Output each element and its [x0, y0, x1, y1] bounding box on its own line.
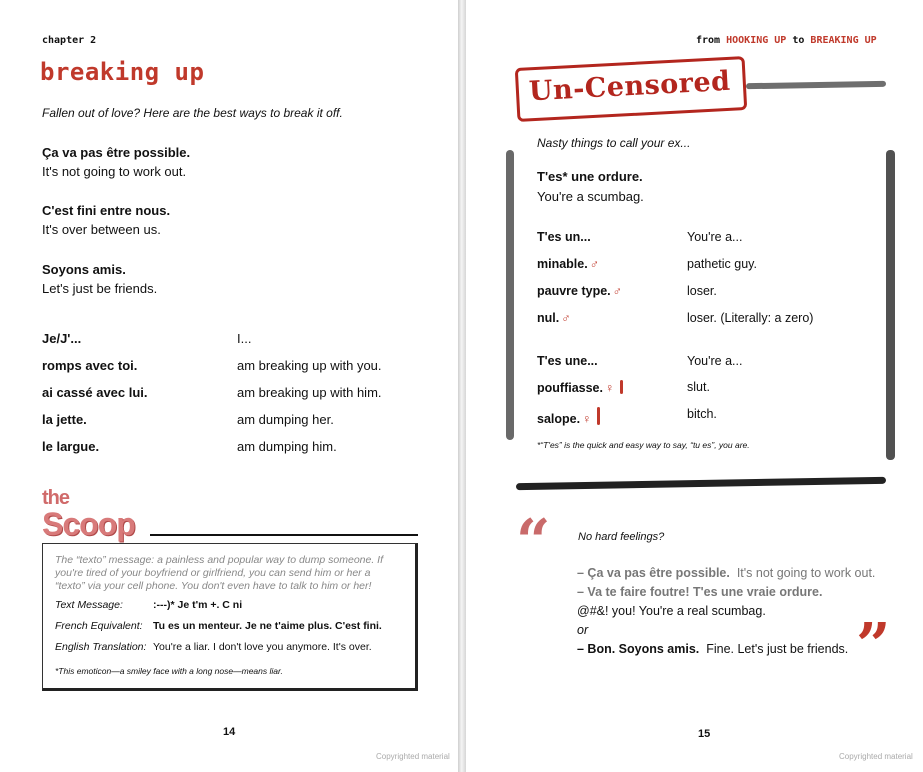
chapter-title: breaking up — [40, 58, 205, 86]
insult-french: T'es un... — [537, 230, 591, 244]
insult-row — [537, 407, 877, 427]
uncensored-stamp — [515, 56, 748, 122]
page-number: 14 — [223, 726, 236, 738]
open-quote-icon: “ — [516, 507, 551, 577]
phrase-english: You're a scumbag. — [537, 189, 644, 204]
dialogue-french: – Va te faire foutre! T'es une vraie ordure. — [577, 585, 823, 599]
scoop-intro: The “texto” message: a painless and popular way to dump someone. If you're tired of your boyfriend or girlfriend, you can send him or her a “texto” via your cell phone. You don't even have to talk to him or her! — [55, 554, 384, 592]
insult-english: slut. — [687, 380, 710, 394]
conjugation-row — [42, 358, 442, 376]
running-head-prefix: from — [696, 35, 727, 46]
uncensored-title: Un-Censored — [528, 65, 732, 108]
scoop-row-label: English Translation: — [55, 641, 147, 653]
conjugation-row — [42, 412, 442, 430]
dialogue-line — [577, 642, 848, 656]
male-symbol-icon: ♂ — [561, 311, 571, 325]
dialogue-line: or — [577, 623, 589, 637]
insult-english: loser. (Literally: a zero) — [687, 311, 814, 325]
dialogue-line — [577, 566, 875, 580]
phrase-block — [537, 167, 644, 207]
scoop-logo-word: Scoop — [42, 506, 135, 542]
scoop-row-value: :---)* Je t'm +. C ni — [153, 599, 243, 611]
insult-french: pouffiasse. — [537, 381, 603, 395]
running-head-mid: to — [786, 35, 811, 46]
phrase-french: T'es* une ordure. — [537, 169, 643, 184]
insult-english: You're a... — [687, 230, 743, 244]
insult-english: pathetic guy. — [687, 257, 757, 271]
insult-row — [537, 284, 877, 304]
conjugation-french: Je/J'... — [42, 331, 82, 346]
intro-text: Fallen out of love? Here are the best ways to break it off. — [42, 106, 343, 120]
insult-english: bitch. — [687, 407, 717, 421]
insult-french: pauvre type. — [537, 284, 611, 298]
brush-stroke — [746, 81, 886, 89]
conjugation-row — [42, 439, 442, 457]
female-symbol-icon: ♀ — [605, 381, 615, 395]
scoop-box — [42, 543, 418, 691]
insult-row — [537, 230, 877, 250]
uncensored-footnote: *“T'es” is the quick and easy way to say, “tu es”, you are. — [537, 440, 750, 450]
conjugation-french: la jette. — [42, 412, 87, 427]
running-head-part2: BREAKING UP — [810, 35, 877, 46]
scoop-row-label: French Equivalent: — [55, 620, 143, 632]
insult-english: loser. — [687, 284, 717, 298]
scoop-row — [55, 641, 403, 660]
brush-stroke — [886, 150, 895, 460]
scoop-logo — [42, 488, 135, 540]
running-head — [696, 35, 877, 46]
conjugation-french: ai cassé avec lui. — [42, 385, 148, 400]
insult-row — [537, 257, 877, 277]
female-symbol-icon: ♀ — [582, 412, 592, 426]
running-head-part1: HOOKING UP — [726, 35, 787, 46]
phrase-block — [42, 201, 170, 239]
male-symbol-icon: ♂ — [589, 257, 600, 271]
copyright-notice: Copyrighted material — [376, 752, 450, 761]
dialogue-line — [577, 585, 822, 599]
scoop-row-value: Tu es un menteur. Je ne t'aime plus. C'est fini. — [153, 620, 382, 632]
book-gutter — [458, 0, 466, 772]
phrase-french: Ça va pas être possible. — [42, 145, 191, 160]
insult-row — [537, 354, 877, 374]
uncensored-intro: Nasty things to call your ex... — [537, 136, 691, 150]
right-page — [466, 0, 923, 772]
scoop-row — [55, 620, 403, 639]
conjugation-english: I... — [237, 331, 252, 346]
insult-french: salope. — [537, 412, 581, 426]
copyright-notice: Copyrighted material — [839, 752, 913, 761]
chapter-label: chapter 2 — [42, 35, 97, 46]
quote-heading: No hard feelings? — [578, 531, 665, 543]
insult-french: T'es une... — [537, 354, 598, 368]
insult-row — [537, 311, 877, 331]
dialogue-english: It's not going to work out. — [736, 566, 876, 580]
insult-french: nul. — [537, 311, 560, 325]
conjugation-row — [42, 385, 442, 403]
dialogue-english: Fine. Let's just be friends. — [706, 642, 849, 656]
conjugation-english: am breaking up with you. — [237, 358, 382, 373]
page-number: 15 — [698, 728, 711, 740]
left-page — [0, 0, 458, 772]
scoop-row-label: Text Message: — [55, 599, 123, 611]
phrase-block — [42, 143, 190, 181]
close-quote-icon: ” — [856, 611, 891, 681]
scoop-divider — [150, 534, 418, 536]
thermometer-icon — [620, 380, 623, 394]
conjugation-english: am breaking up with him. — [237, 385, 382, 400]
phrase-block — [42, 260, 157, 298]
dialogue-french: – Ça va pas être possible. — [577, 566, 730, 580]
scoop-footnote: *This emoticon—a smiley face with a long nose—means liar. — [55, 666, 283, 676]
phrase-english: It's over between us. — [42, 222, 161, 237]
phrase-french: Soyons amis. — [42, 262, 126, 277]
thermometer-icon — [597, 407, 600, 425]
male-symbol-icon: ♂ — [612, 284, 623, 298]
conjugation-row — [42, 331, 442, 349]
scoop-row — [55, 599, 403, 618]
insult-english: You're a... — [687, 354, 743, 368]
brush-stroke — [516, 477, 886, 490]
conjugation-english: am dumping him. — [237, 439, 337, 454]
brush-stroke — [506, 150, 514, 440]
phrase-english: Let's just be friends. — [42, 281, 158, 296]
phrase-french: C'est fini entre nous. — [42, 203, 171, 218]
insult-french: minable. — [537, 257, 588, 271]
conjugation-english: am dumping her. — [237, 412, 334, 427]
scoop-row-value: You're a liar. I don't love you anymore. It's over. — [153, 641, 372, 653]
conjugation-french: le largue. — [42, 439, 100, 454]
conjugation-french: romps avec toi. — [42, 358, 138, 373]
phrase-english: It's not going to work out. — [42, 164, 187, 179]
dialogue-line: @#&! you! You're a real scumbag. — [577, 604, 766, 618]
insult-row — [537, 380, 877, 400]
dialogue-french: – Bon. Soyons amis. — [577, 642, 700, 656]
scoop-logo-the: the — [42, 487, 69, 509]
